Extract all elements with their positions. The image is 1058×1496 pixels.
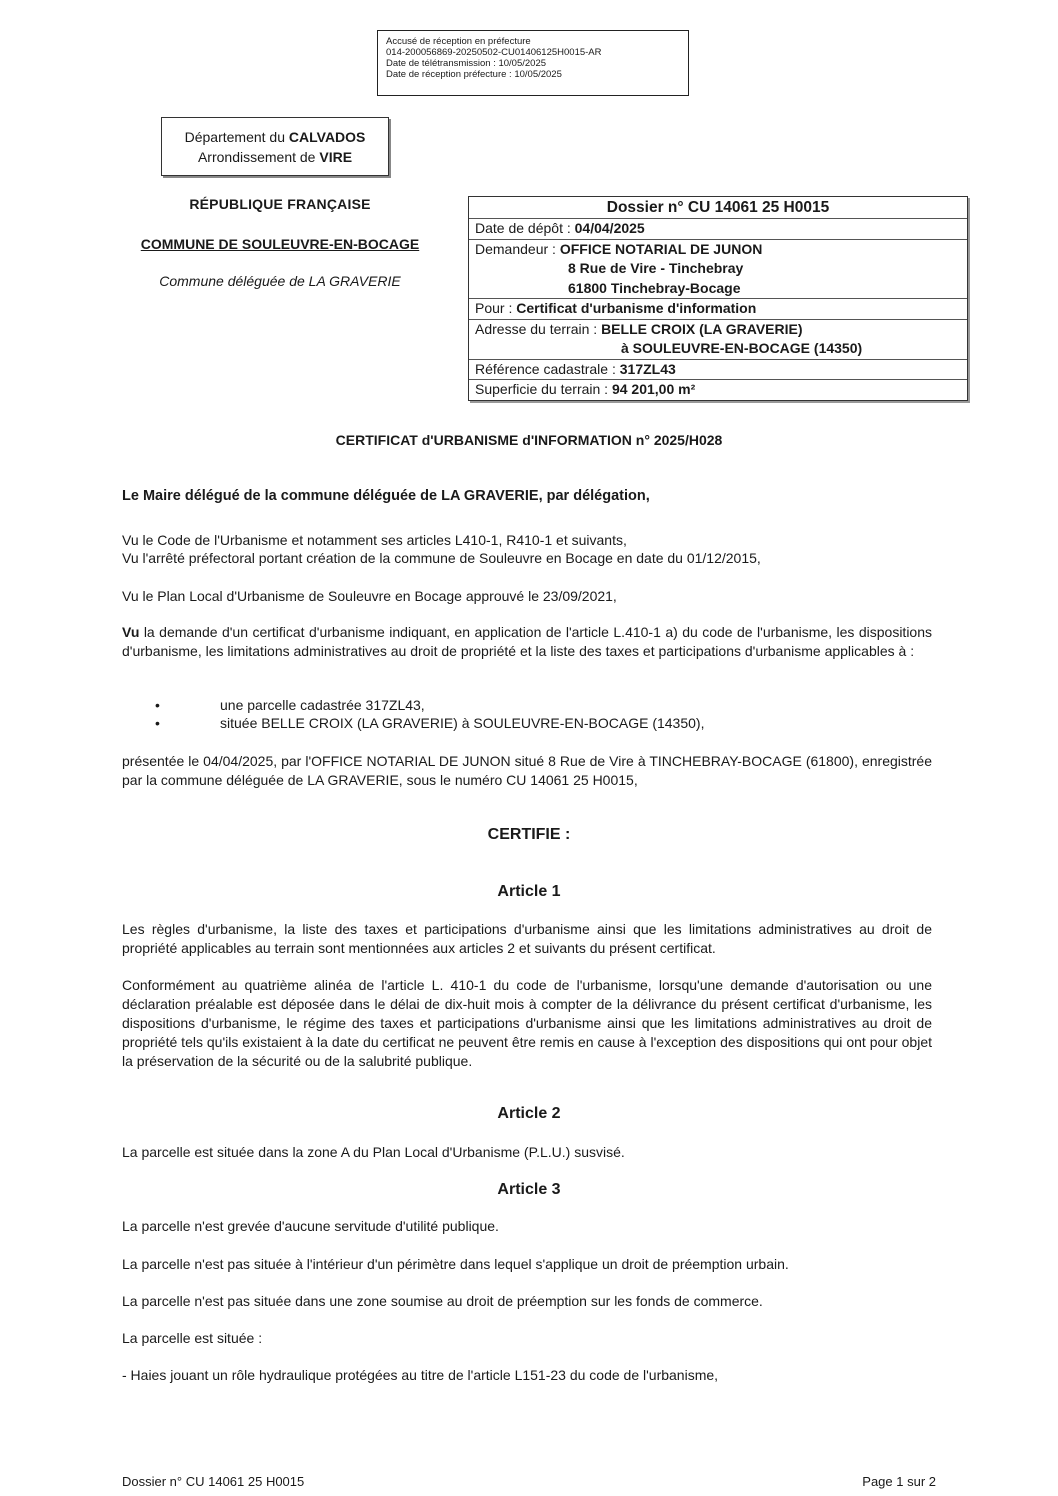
certificate-title: CERTIFICAT d'URBANISME d'INFORMATION n° 2025/H028: [335, 432, 723, 448]
commune-heading: COMMUNE DE SOULEUVRE-EN-BOCAGE: [140, 236, 420, 252]
depot-label: Date de dépôt :: [475, 220, 575, 236]
arrondissement-name: VIRE: [319, 149, 353, 165]
stamp-line: Date de télétransmission : 10/05/2025: [386, 58, 547, 69]
demandeur-address-1: 8 Rue de Vire - Tinchebray: [568, 260, 744, 276]
vu-demande-text: la demande d'un certificat d'urbanisme indiquant, en application de l'article L.410-1 a) du code de l'urbanisme, les dispositions d'urbanisme, les limitations administratives au droit de propriété et la liste des taxes et participations d'urbanisme applicables à :: [122, 624, 932, 659]
article-3-paragraph-3: La parcelle n'est pas située dans une zone soumise au droit de préemption sur les fonds de commerce.: [122, 1293, 763, 1309]
article-2-paragraph: La parcelle est située dans la zone A du Plan Local d'Urbanisme (P.L.U.) susvisé.: [122, 1144, 625, 1160]
maire-line: Le Maire délégué de la commune déléguée de LA GRAVERIE, par délégation,: [122, 488, 650, 504]
adresse-value-2: à SOULEUVRE-EN-BOCAGE (14350): [621, 340, 863, 356]
article-3-paragraph-4: La parcelle est située :: [122, 1330, 263, 1346]
article-3-paragraph-5: - Haies jouant un rôle hydraulique protégées au titre de l'article L151-23 du code de l'urbanisme,: [122, 1367, 719, 1383]
cadastre-row: [469, 360, 967, 381]
department-name: CALVADOS: [288, 129, 366, 145]
dossier-title: Dossier n° CU 14061 25 H0015: [469, 197, 967, 219]
depot-row: [469, 219, 967, 240]
delegated-commune: Commune déléguée de LA GRAVERIE: [159, 273, 401, 289]
article-1-heading: Article 1: [497, 883, 561, 900]
bullet-icon: •: [155, 697, 160, 713]
vu-demande: [122, 623, 932, 661]
presentee-paragraph: présentée le 04/04/2025, par l'OFFICE NOTARIAL DE JUNON situé 8 Rue de Vire à TINCHEBRAY-BOCAGE (61800), enregistrée par la commune déléguée de LA GRAVERIE, sous le numéro CU 14061 25 H0015,: [122, 753, 932, 788]
reception-stamp: [377, 30, 689, 96]
vu-code: Vu le Code de l'Urbanisme et notamment ses articles L410-1, R410-1 et suivants,: [122, 532, 627, 548]
superficie-row: [469, 380, 967, 400]
demandeur-label: Demandeur :: [475, 240, 560, 257]
department-label: Département du: [184, 129, 289, 145]
footer-dossier: Dossier n° CU 14061 25 H0015: [122, 1474, 305, 1489]
arrondissement-line: [162, 147, 388, 167]
article-3-heading: Article 3: [497, 1181, 561, 1198]
pour-label: Pour :: [475, 300, 517, 316]
article-1-paragraph-2: Conformément au quatrième alinéa de l'article L. 410-1 du code de l'urbanisme, lorsqu'une demande d'autorisation ou une déclaration préalable est déposée dans le délai de dix-huit mois à compter de la délivrance du présent certificat d'urbanisme, les dispositions d'urbanisme, le régime des taxes et participations d'urbanisme ainsi que les limitations administratives au droit de propriété tels qu'ils existaient à la date du certificat ne peuvent être remis en cause à l'exception des dispositions qui ont pour objet la préservation de la sécurité ou de la salubrité publique.: [122, 977, 932, 1069]
article-3-paragraph-1: La parcelle n'est grevée d'aucune servitude d'utilité publique.: [122, 1218, 499, 1234]
demandeur-row: [469, 240, 967, 300]
cadastre-value: 317ZL43: [619, 360, 676, 377]
arrondissement-label: Arrondissement de: [197, 149, 320, 165]
bullet-situee: située BELLE CROIX (LA GRAVERIE) à SOULEUVRE-EN-BOCAGE (14350),: [220, 715, 705, 731]
superficie-value: 94 201,00 m²: [611, 381, 696, 397]
pour-value: Certificat d'urbanisme d'information: [516, 300, 757, 316]
adresse-value-1: BELLE CROIX (LA GRAVERIE): [601, 320, 803, 337]
bullet-icon: •: [155, 715, 160, 731]
depot-value: 04/04/2025: [574, 220, 645, 236]
pour-row: [469, 299, 967, 320]
demandeur-name: OFFICE NOTARIAL DE JUNON: [559, 240, 763, 257]
footer-page-number: Page 1 sur 2: [862, 1474, 936, 1489]
adresse-row: [469, 320, 967, 360]
vu-label: Vu: [122, 624, 140, 640]
superficie-label: Superficie du terrain :: [475, 381, 612, 397]
demandeur-address-2: 61800 Tinchebray-Bocage: [568, 279, 741, 296]
stamp-line: 014-200056869-20250502-CU01406125H0015-AR: [386, 47, 602, 58]
republic-heading: RÉPUBLIQUE FRANÇAISE: [189, 196, 371, 212]
vu-arrete: Vu l'arrêté préfectoral portant création de la commune de Souleuvre en Bocage en date du 01/12/2015,: [122, 550, 761, 566]
cadastre-label: Référence cadastrale :: [475, 360, 620, 377]
article-2-heading: Article 2: [497, 1105, 561, 1122]
stamp-line: Accusé de réception en préfecture: [386, 36, 531, 47]
bullet-parcelle: une parcelle cadastrée 317ZL43,: [220, 697, 425, 713]
adresse-label: Adresse du terrain :: [475, 320, 602, 337]
department-box: [161, 117, 389, 176]
article-3-paragraph-2: La parcelle n'est pas située à l'intérieur d'un périmètre dans lequel s'applique un droit de préemption urbain.: [122, 1256, 789, 1272]
article-1-paragraph-1: Les règles d'urbanisme, la liste des taxes et participations d'urbanisme ainsi que les limitations administratives au droit de propriété applicables au terrain sont mentionnées aux articles 2 et suivants du présent certificat.: [122, 921, 932, 956]
department-line: [162, 127, 388, 147]
stamp-line: Date de réception préfecture : 10/05/2025: [386, 69, 562, 80]
vu-plu: Vu le Plan Local d'Urbanisme de Souleuvre en Bocage approuvé le 23/09/2021,: [122, 588, 617, 604]
dossier-box: [468, 196, 968, 401]
certifie-heading: CERTIFIE :: [487, 826, 571, 843]
